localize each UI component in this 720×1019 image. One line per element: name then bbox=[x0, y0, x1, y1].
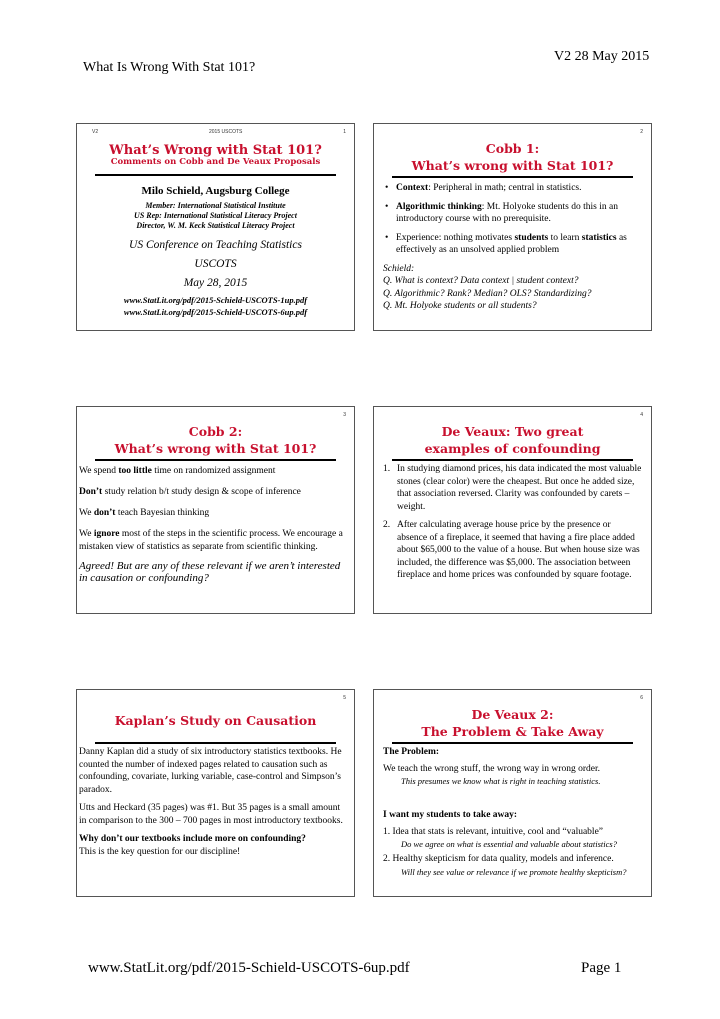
takeaway-heading: I want my students to take away: bbox=[383, 810, 518, 820]
presentation-date: May 28, 2015 bbox=[183, 277, 248, 289]
slide-3 bbox=[76, 406, 355, 614]
bullet-context: • Context: Peripheral in math; central in statistics. bbox=[383, 182, 643, 195]
slide-title-line-2: What’s wrong with Stat 101? bbox=[411, 158, 614, 173]
slide-title-line-2: The Problem & Take Away bbox=[421, 724, 604, 739]
title-rule bbox=[392, 176, 633, 178]
kaplan-study-paragraph: Danny Kaplan did a study of six introductory statistics textbooks. He counted the number of indexed pages related to causation such as confounding, covariate, lurking variable, case-control and Simpson’s paradox. bbox=[79, 747, 342, 795]
bullet-experience: • Experience: nothing motivates students to learn statistics as effectively as an unsolved applied problem bbox=[383, 232, 643, 257]
slide-number: 1 bbox=[343, 129, 346, 135]
example-diamonds: 1. In studying diamond prices, his data indicated the most valuable stones (clear color) were the cheapest. But once he added size, that association reversed. Clarity was confounded by carets – weight. bbox=[383, 464, 642, 512]
slide-number: 5 bbox=[343, 695, 346, 701]
slide-5 bbox=[76, 689, 355, 897]
utts-heckard-paragraph: Utts and Heckard (35 pages) was #1. But 35 pages is a small amount in comparison to the 300 – 700 pages in most introductory textbooks. bbox=[79, 803, 343, 826]
slide-title-line-1: De Veaux: Two great bbox=[441, 424, 584, 439]
slide-1 bbox=[76, 123, 355, 331]
affiliation-1: Member: International Statistical Institute bbox=[145, 201, 286, 210]
takeaway-2: 2. Healthy skepticism for data quality, models and inference. bbox=[383, 854, 614, 864]
title-rule bbox=[95, 174, 336, 176]
question-2: Q. Algorithmic? Rank? Median? OLS? Standardizing? bbox=[383, 288, 592, 299]
author: Milo Schield, Augsburg College bbox=[141, 185, 290, 197]
title-rule bbox=[95, 742, 336, 744]
key-question-note: This is the key question for our discipline! bbox=[79, 846, 241, 857]
slide-title: Kaplan’s Study on Causation bbox=[114, 713, 317, 728]
title-rule bbox=[392, 459, 633, 461]
slide-title: What’s Wrong with Stat 101? bbox=[109, 143, 322, 158]
slide-number: 3 bbox=[343, 412, 346, 418]
point-scientific-process: We ignore most of the steps in the scientific process. We encourage a mistaken view of statistics as separate from scientific thinking. bbox=[79, 529, 343, 552]
schield-label: Schield: bbox=[383, 263, 415, 274]
affiliation-2: US Rep: International Statistical Literacy Project bbox=[134, 211, 297, 220]
slide-title-line-1: De Veaux 2: bbox=[471, 707, 554, 722]
title-rule bbox=[392, 742, 633, 744]
point-bayesian: We don’t teach Bayesian thinking bbox=[79, 508, 210, 518]
slide-version: V2 bbox=[92, 129, 99, 135]
slide-6 bbox=[373, 689, 652, 897]
bullet-algorithmic-thinking: • Algorithmic thinking: Mt. Holyoke students do this in an introductory course with no prerequisite. bbox=[383, 201, 643, 226]
slide-title-line-1: Cobb 1: bbox=[485, 141, 540, 156]
slide-title-line-1: Cobb 2: bbox=[188, 424, 243, 439]
slide-title-line-2: What’s wrong with Stat 101? bbox=[114, 441, 317, 456]
takeaway-1-note: Do we agree on what is essential and valuable about statistics? bbox=[401, 839, 617, 849]
slide-number: 4 bbox=[640, 412, 643, 418]
affiliation-3: Director, W. M. Keck Statistical Literacy Project bbox=[136, 221, 295, 230]
page-number: Page 1 bbox=[581, 960, 622, 976]
page-footer-url[interactable]: www.StatLit.org/pdf/2015-Schield-USCOTS-6up.pdf bbox=[88, 960, 410, 976]
slide-4 bbox=[373, 406, 652, 614]
slide-subtitle: Comments on Cobb and De Veaux Proposals bbox=[110, 157, 321, 167]
conference-acronym: USCOTS bbox=[194, 258, 237, 270]
key-question: Why don’t our textbooks include more on confounding? bbox=[79, 834, 306, 844]
problem-text: We teach the wrong stuff, the wrong way in wrong order. bbox=[383, 763, 600, 774]
point-randomized-assignment: We spend too little time on randomized assignment bbox=[79, 466, 276, 476]
slide-conference-tag: 2015 USCOTS bbox=[209, 129, 243, 135]
page-header-title: What Is Wrong With Stat 101? bbox=[83, 60, 256, 75]
takeaway-2-note: Will they see value or relevance if we promote healthy skepticism? bbox=[401, 866, 627, 877]
slide-title-line-2: examples of confounding bbox=[424, 441, 601, 456]
takeaway-1: 1. Idea that stats is relevant, intuitive, cool and “valuable” bbox=[383, 826, 604, 837]
question-3: Q. Mt. Holyoke students or all students? bbox=[383, 301, 537, 311]
slide-number: 6 bbox=[640, 695, 643, 701]
title-rule bbox=[95, 459, 336, 461]
agreed-comment: Agreed! But are any of these relevant if we aren’t interested in causation or confounding? bbox=[79, 560, 341, 584]
slide-2 bbox=[373, 123, 652, 331]
page-header-version: V2 28 May 2015 bbox=[554, 49, 650, 64]
url-1up[interactable]: www.StatLit.org/pdf/2015-Schield-USCOTS-1up.pdf bbox=[123, 295, 308, 305]
problem-note: This presumes we know what is right in teaching statistics. bbox=[401, 776, 601, 786]
example-fireplace: 2. After calculating average house price by the presence or absence of a fireplace, it seemed that having a fire place added about $65,000 to the value of a house. But when house size was included, the difference was $5,000. The association between fireplace and home prices was confounded by square footage. bbox=[383, 520, 640, 580]
slide-number: 2 bbox=[640, 129, 643, 135]
problem-heading: The Problem: bbox=[383, 747, 440, 757]
conference-name: US Conference on Teaching Statistics bbox=[129, 239, 302, 251]
url-6up[interactable]: www.StatLit.org/pdf/2015-Schield-USCOTS-6up.pdf bbox=[123, 307, 308, 317]
point-study-design: Don’t study relation b/t study design & scope of inference bbox=[79, 487, 301, 497]
question-1: Q. What is context? Data context | student context? bbox=[383, 276, 579, 286]
